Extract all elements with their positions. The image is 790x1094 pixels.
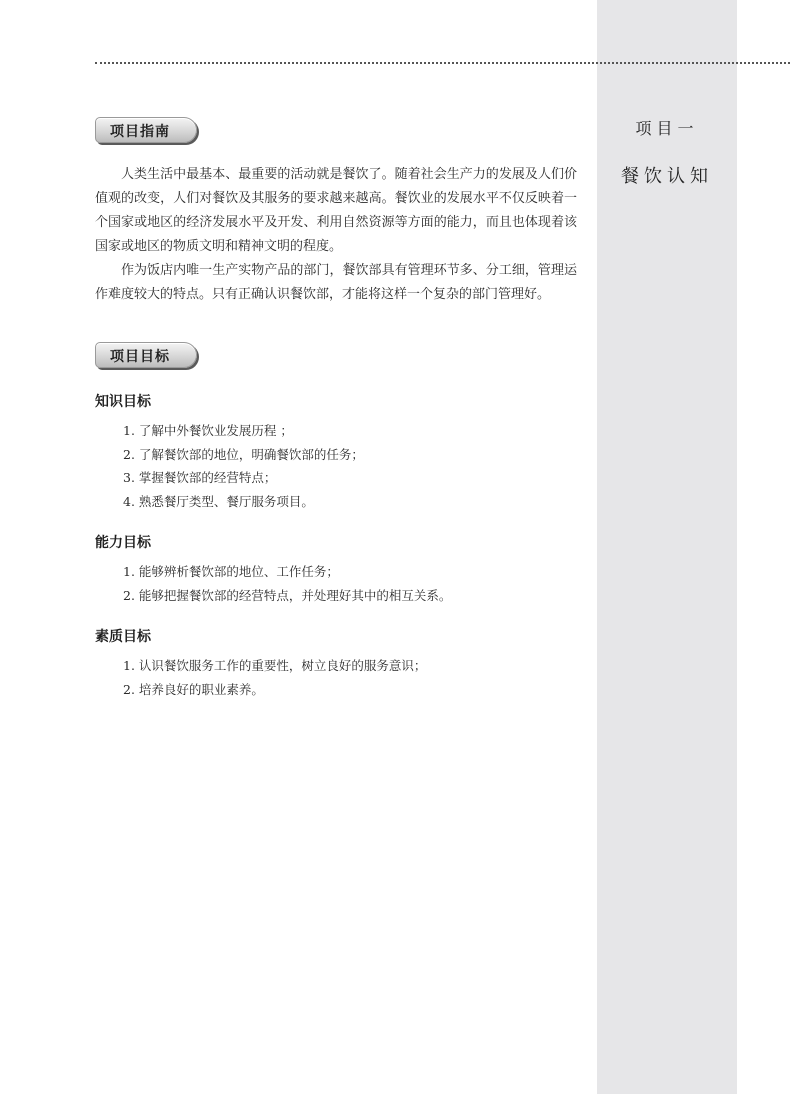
list-item: 2. 能够把握餐饮部的经营特点，并处理好其中的相互关系。 (123, 587, 452, 603)
project-name: 餐饮认知 (621, 166, 713, 187)
list-item: 4. 熟悉餐厅类型、餐厅服务项目。 (123, 493, 314, 509)
dotted-divider (95, 62, 790, 64)
quality-goals-title: 素质目标 (95, 629, 151, 645)
quality-goals-list (123, 654, 426, 701)
ability-goals-list (123, 560, 451, 607)
list-item: 1. 能够辨析餐饮部的地位、工作任务； (123, 564, 339, 579)
list-item: 1. 了解中外餐饮业发展历程 ； (123, 423, 293, 438)
knowledge-goals-list (123, 419, 364, 513)
list-item: 3. 掌握餐饮部的经营特点； (123, 470, 277, 485)
list-item: 2. 培养良好的职业素养。 (123, 681, 264, 697)
list-item: 2. 了解餐饮部的地位，明确餐饮部的任务； (123, 446, 364, 462)
guide-header-label: 项目指南 (110, 124, 170, 140)
ability-goals-title: 能力目标 (95, 535, 151, 551)
list-item: 1. 认识餐饮服务工作的重要性，树立良好的服务意识； (123, 658, 427, 673)
project-number: 项目一 (635, 119, 699, 138)
goals-header-label: 项目目标 (110, 349, 170, 365)
goals-section-header (95, 342, 197, 368)
guide-section-header (95, 117, 197, 143)
guide-paragraph-2: 作为饭店内唯一生产实物产品的部门，餐饮部具有管理环节多、分工细，管理运作难度较大的特点。只有正确认识餐饮部，才能将这样一个复杂的部门管理好。 (95, 263, 577, 302)
knowledge-goals-title: 知识目标 (95, 394, 151, 410)
guide-paragraph-1: 人类生活中最基本、最重要的活动就是餐饮了。随着社会生产力的发展及人们价值观的改变，人们对餐饮及其服务的要求越来越高。餐饮业的发展水平不仅反映着一个国家或地区的经济发展水平及开发、利用自然资源等方面的能力，而且也体现着该国家或地区的物质文明和精神文明的程度。 (95, 167, 577, 254)
sidebar (597, 0, 737, 1094)
